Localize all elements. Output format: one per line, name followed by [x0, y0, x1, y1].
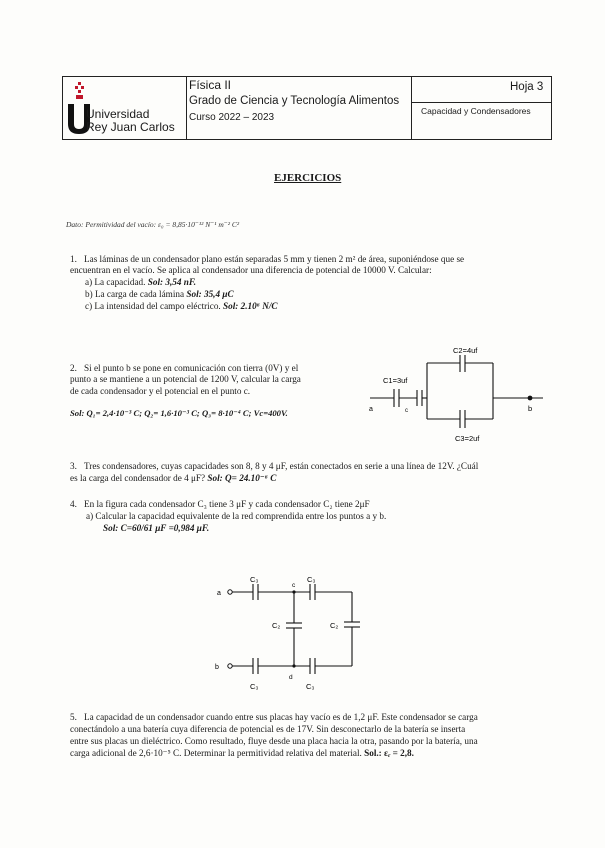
ex3-line2 [70, 473, 276, 484]
node-c-label: c [292, 582, 296, 589]
node-c-dot [292, 590, 295, 593]
c3-bottom-right-label: C₃ [306, 682, 315, 691]
ex5-text4: carga adicional de 2,6·10⁻⁵ C. Determinar la permitividad relativa del material. [70, 748, 362, 758]
terminal-a [228, 590, 232, 594]
ex3-text1: Tres condensadores, cuyas capacidades son 8, 8 y 4 μF, están conectados en serie a una línea de 12V. ¿Cuál [84, 461, 479, 471]
c2-right-label: C₂ [330, 621, 339, 630]
c3-label: C3=2uf [455, 434, 480, 443]
constant-note: Dato: Permitividad del vacío: ε₀ = 8,85·10⁻¹² N⁻¹ m⁻² C² [66, 220, 240, 229]
terminal-b-label: b [215, 664, 219, 671]
ex4-solution: Sol: C=60/61 μF =0,984 μF. [103, 523, 210, 533]
ex1-text1: Las láminas de un condensador plano están separadas 5 mm y tienen 2 m² de área, suponiéndose que se [84, 254, 465, 264]
c3-top-right-label: C₃ [307, 575, 316, 584]
node-d-dot [292, 664, 295, 667]
subject: Física II [189, 78, 232, 92]
c1-label: C1=3uf [383, 376, 408, 385]
ex1-item-c [85, 301, 278, 312]
ex5-text3: entre sus placas un dieléctrico. Como resultado, fluye desde una placa hacia la otra, pasando por la batería, una [70, 736, 478, 746]
ex3-text2: es la carga del condensador de 4 μF? [70, 473, 206, 483]
header-divider [411, 102, 551, 103]
ex4-item-a: a) Calcular la capacidad equivalente de la red comprendida entre los puntos a y b. [86, 511, 387, 521]
ex2-text2: punto a se mantiene a un potencial de 1200 V, calcular la carga [70, 374, 301, 384]
node-c-label: c [405, 408, 408, 414]
node-a-label: a [369, 406, 373, 413]
university-name [86, 108, 175, 134]
ex5-solution: Sol.: εᵣ = 2,8. [364, 748, 414, 758]
ex3-num: 3. [70, 461, 77, 471]
header-divider [186, 77, 187, 139]
c2-label: C2=4uf [453, 346, 478, 355]
ex1-a-text: a) La capacidad. [85, 277, 146, 287]
terminal-a-label: a [217, 590, 221, 597]
ex1-item-a [85, 277, 196, 288]
ex2-text3: de cada condensador y el potencial en el punto c. [70, 386, 251, 396]
topic: Capacidad y Condensadores [421, 106, 531, 116]
ex2-solution: Sol: Q₁= 2,4·10⁻³ C; Q₂= 1,6·10⁻³ C; Q₃= 8·10⁻⁴ C; Vc=400V. [70, 408, 288, 418]
ex1-c-text: c) La intensidad del campo eléctrico. [85, 301, 221, 311]
ex1-b-sol: Sol: 35,4 μC [186, 289, 234, 299]
header-divider [411, 77, 412, 139]
ex2-text1: Si el punto b se pone en comunicación con tierra (0V) y el [84, 363, 299, 373]
node-b-label: b [528, 404, 533, 413]
ex5-num: 5. [70, 712, 77, 722]
ex1-b-text: b) La carga de cada lámina [85, 289, 185, 299]
c3-top-left-label: C₃ [250, 575, 259, 584]
ex1-text2: encuentran en el vacío. Se aplica al condensador una diferencia de potencial de 10000 V. Calcular: [70, 265, 432, 275]
degree: Grado de Ciencia y Tecnología Alimentos [189, 95, 400, 107]
terminal-b [228, 664, 232, 668]
c2-middle-label: C₂ [272, 621, 281, 630]
ex1-a-sol: Sol: 3,54 nF. [147, 277, 197, 287]
ex2-num: 2. [70, 363, 77, 373]
ex5-text1: La capacidad de un condensador cuando entre sus placas hay vacío es de 1,2 μF. Este condensador se carga [84, 712, 478, 722]
university-line2: Rey Juan Carlos [86, 120, 175, 134]
ex4-num: 4. [70, 499, 77, 509]
university-line1: Universidad [86, 107, 150, 121]
ex2-circuit-diagram [365, 345, 545, 445]
course: Curso 2022 – 2023 [189, 112, 275, 123]
c3-bottom-left-label: C₃ [250, 682, 259, 691]
ex1-num: 1. [70, 254, 77, 264]
ex3-solution: Sol: Q= 24.10⁻⁶ C [207, 473, 277, 483]
page-title: EJERCICIOS [274, 172, 342, 184]
node-d-label: d [289, 674, 293, 681]
ex4-text1: En la figura cada condensador C₃ tiene 3 μF y cada condensador C₂ tiene 2μF [84, 499, 370, 509]
ex5-text2: conectándolo a una batería cuya diferencia de potencial es de 17V. Sin desconectarlo de la batería se inserta [70, 724, 466, 734]
sheet-number: Hoja 3 [510, 81, 544, 93]
ex1-c-sol: Sol: 2.10⁶ N/C [223, 301, 278, 311]
node-b-dot [528, 396, 533, 401]
ex5-line4 [70, 748, 414, 759]
ex1-item-b [85, 289, 234, 300]
ex4-circuit-diagram [210, 572, 380, 697]
